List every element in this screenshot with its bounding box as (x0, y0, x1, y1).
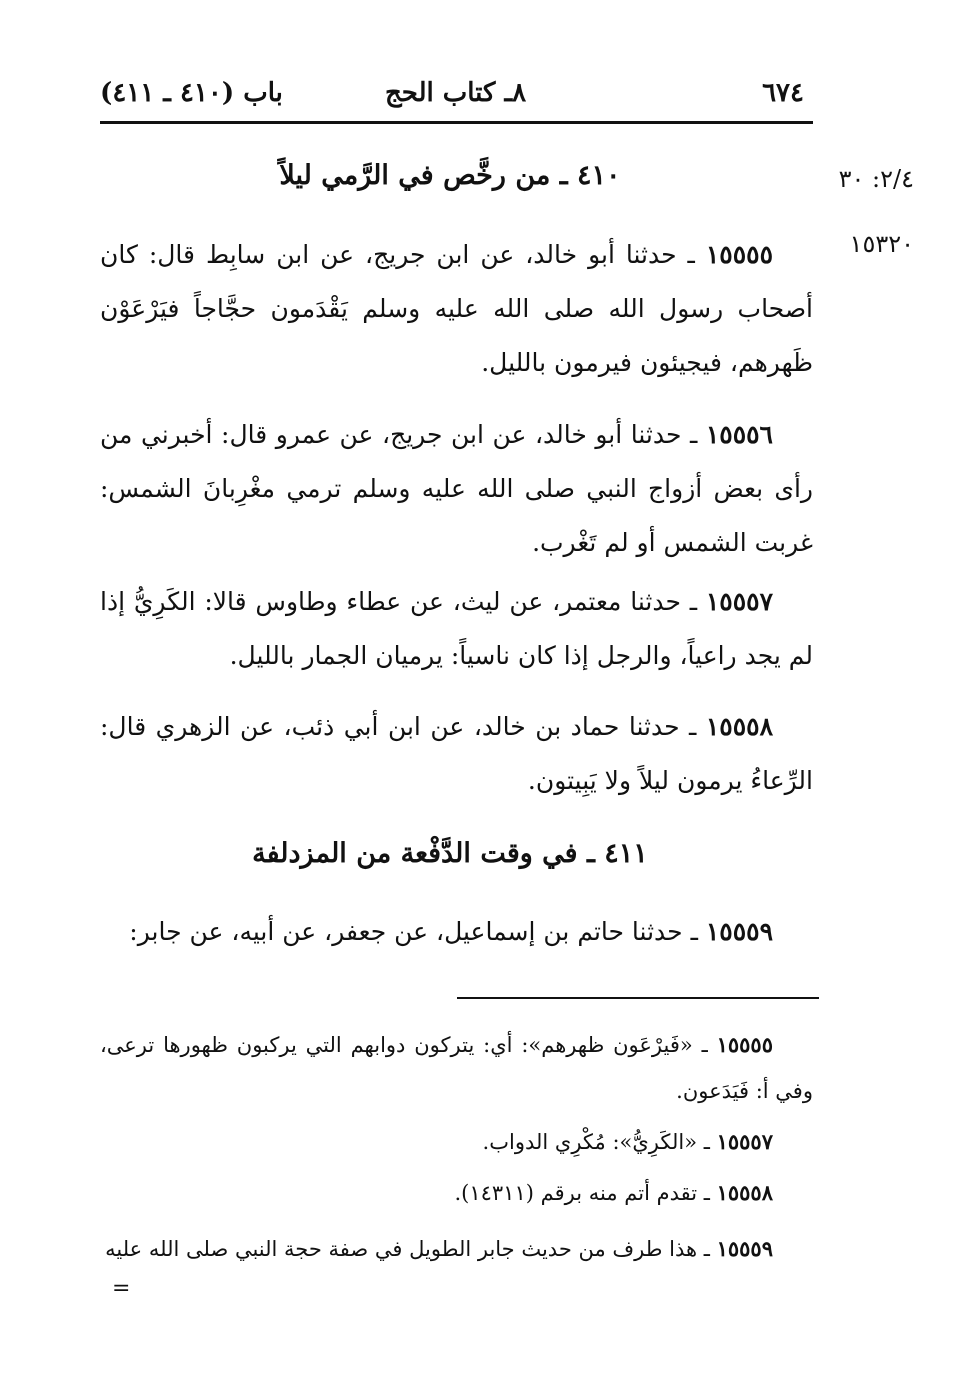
chapter-range: باب (٤١٠ ـ ٤١١) (100, 78, 283, 108)
footnote-text: ـ هذا طرف من حديث جابر الطويل في صفة حجة النبي صلى الله عليه (105, 1237, 710, 1261)
hadith-paragraph (100, 408, 813, 570)
hadith-number: ١٥٥٥٨ (705, 712, 773, 741)
hadith-text: ـ حدثنا أبو خالد، عن ابن جريج، عن ابن سابِط قال: كان أصحاب رسول الله صلى الله عليه وسلم يَقْدَمون حجَّاجاً فيَرْعَوْن ظَهرهم، فيجيئون فيرمون بالليل. (100, 240, 813, 377)
hadith-text: ـ حدثنا حماد بن خالد، عن ابن أبي ذئب، عن الزهري قال: الرِّعاءُ يرمون ليلاً ولا يَبِيتون. (100, 712, 813, 795)
footnote (100, 1119, 813, 1165)
hadith-paragraph (100, 228, 813, 390)
page-number: ٦٧٤ (762, 78, 804, 108)
footnote (100, 1022, 813, 1114)
header-rule (100, 121, 813, 124)
section-heading: ٤١١ ـ في وقت الدَّفْعة من المزدلفة (252, 838, 648, 869)
margin-reference: ١٥٣٢٠ (849, 230, 914, 258)
section-heading: ٤١٠ ـ من رخَّص في الرَّمي ليلاً (279, 160, 621, 191)
hadith-number: ١٥٥٥٩ (705, 917, 773, 946)
footnote (100, 1170, 813, 1216)
footnote-number: ١٥٥٥٧ (716, 1129, 773, 1154)
footnote-text: ـ تقدم أتم منه برقم (١٤٣١١). (454, 1181, 710, 1205)
hadith-text: ـ حدثنا أبو خالد، عن ابن جريج، عن عمرو قال: أخبرني من رأى بعض أزواج النبي صلى الله عليه وسلم ترمي مغْرِبانَ الشمس: غربت الشمس أو لم تَغْرب. (100, 420, 813, 557)
hadith-number: ١٥٥٥٧ (705, 587, 773, 616)
continuation-mark: = (112, 1276, 131, 1301)
book-title: ٨ـ كتاب الحج (385, 78, 527, 108)
hadith-paragraph (100, 905, 813, 959)
hadith-paragraph (100, 575, 813, 683)
margin-reference: ٢/٤: ٣٠ (838, 165, 914, 193)
footnote-number: ١٥٥٥٥ (716, 1032, 773, 1057)
footnote-number: ١٥٥٥٩ (716, 1236, 773, 1261)
footnote-rule (457, 997, 819, 999)
hadith-number: ١٥٥٥٥ (705, 240, 773, 269)
hadith-text: ـ حدثنا حاتم بن إسماعيل، عن جعفر، عن أبيه، عن جابر: (129, 917, 698, 946)
footnote-number: ١٥٥٥٨ (716, 1180, 773, 1205)
hadith-paragraph (100, 700, 813, 808)
hadith-text: ـ حدثنا معتمر، عن ليث، عن عطاء وطاوس قالا: الكَرِيُّ إذا لم يجد راعياً، والرجل إذا كان ناسياً: يرميان الجمار بالليل. (100, 587, 813, 670)
footnote-text: ـ «الكَرِيُّ»: مُكْرِي الدواب. (482, 1130, 710, 1154)
hadith-number: ١٥٥٥٦ (705, 420, 773, 449)
footnote-text: ـ «فَيرْعَون ظهرهم»: أي: يتركون دوابهم التي يركبون ظهورها ترعى، وفي أ: فَيَدَعون. (100, 1033, 813, 1103)
footnote (100, 1226, 813, 1272)
